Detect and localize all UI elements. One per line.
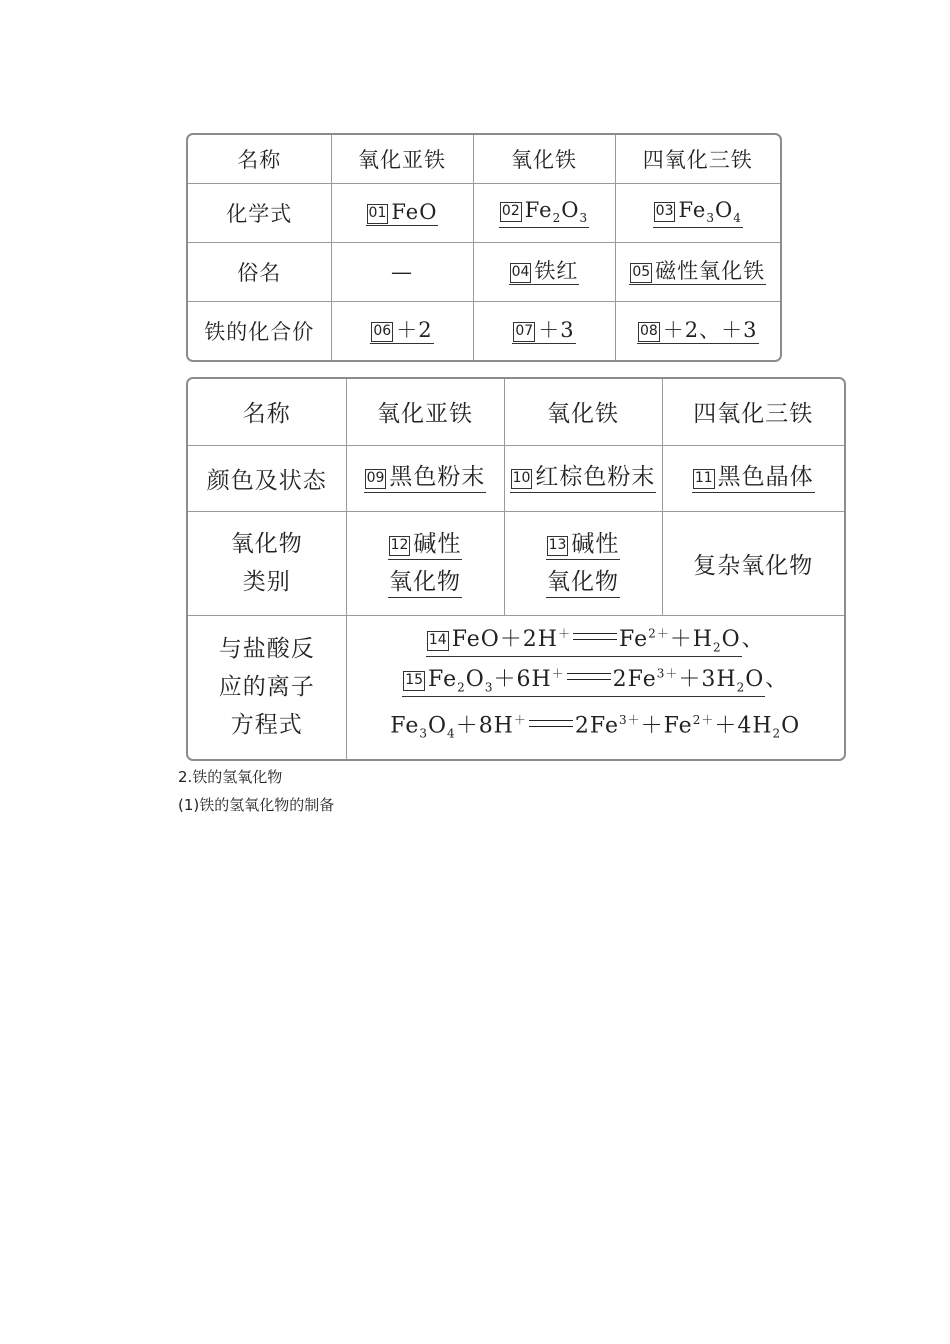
header-fe3o4: 四氧化三铁 <box>662 379 844 445</box>
header-name: 名称 <box>188 135 331 183</box>
class-label: 氧化物 类别 <box>188 511 346 615</box>
answer-number: 15 <box>403 671 425 691</box>
equation-fe2o3: 15 $Fe_2O_3+6H^+$ $2Fe^{3+}+3H_2O$、 <box>347 660 845 700</box>
valence-feo: 06 ＋2 <box>331 301 473 360</box>
answer-number: 03 <box>654 202 676 222</box>
formula-feo: 01 FeO <box>331 183 473 242</box>
iron-oxides-table-1 <box>186 133 782 362</box>
valence-label: 铁的化合价 <box>188 301 331 360</box>
answer-number: 04 <box>510 263 532 283</box>
class-fe2o3: 13 碱性 氧化物 <box>504 511 662 615</box>
common-name-fe3o4: 05 磁性氧化铁 <box>615 242 780 301</box>
header-fe3o4: 四氧化三铁 <box>615 135 780 183</box>
color-fe3o4: 11 黑色晶体 <box>662 445 844 511</box>
subsection-heading: (1)铁的氢氧化物的制备 <box>178 796 335 814</box>
header-fe2o3: 氧化铁 <box>473 135 615 183</box>
equals-sign <box>567 673 611 680</box>
equals-sign <box>573 633 617 640</box>
answer-number: 13 <box>547 536 569 556</box>
equals-sign <box>529 720 573 727</box>
reaction-equations <box>346 615 844 759</box>
valence-fe2o3: 07 ＋3 <box>473 301 615 360</box>
common-name-fe2o3: 04 铁红 <box>473 242 615 301</box>
reaction-label: 与盐酸反 应的离子 方程式 <box>188 615 346 759</box>
answer-number: 07 <box>513 322 535 342</box>
valence-fe3o4: 08 ＋2、＋3 <box>615 301 780 360</box>
equation-fe3o4: $Fe_3O_4+8H^+$ $2Fe^{3+}+Fe^{2+}+4H_2O$ <box>390 713 801 742</box>
answer-number: 12 <box>389 536 411 556</box>
answer-number: 01 <box>367 204 389 224</box>
equation-feo: 14 FeO＋2H＋ $Fe^{2+}+H_2O$、 <box>347 620 845 660</box>
iron-oxides-table-2 <box>186 377 846 761</box>
answer-number: 14 <box>427 631 449 651</box>
color-fe2o3: 10 红棕色粉末 <box>504 445 662 511</box>
color-label: 颜色及状态 <box>188 445 346 511</box>
answer-number: 10 <box>511 469 533 489</box>
section-heading: 2.铁的氢氧化物 <box>178 768 283 786</box>
common-name-feo: — <box>331 242 473 301</box>
formula-fe3o4: 03 $Fe_3O_4$ <box>615 183 780 242</box>
answer-number: 02 <box>500 202 522 222</box>
header-name: 名称 <box>188 379 346 445</box>
class-fe3o4: 复杂氧化物 <box>662 511 844 615</box>
answer-number: 11 <box>693 469 715 489</box>
answer-number: 08 <box>638 322 660 342</box>
answer-number: 06 <box>371 322 393 342</box>
answer-number: 05 <box>630 263 652 283</box>
formula-label: 化学式 <box>188 183 331 242</box>
header-feo: 氧化亚铁 <box>346 379 504 445</box>
header-feo: 氧化亚铁 <box>331 135 473 183</box>
header-fe2o3: 氧化铁 <box>504 379 662 445</box>
common-name-label: 俗名 <box>188 242 331 301</box>
class-feo: 12 碱性 氧化物 <box>346 511 504 615</box>
formula-fe2o3: 02 $Fe_2O_3$ <box>473 183 615 242</box>
answer-number: 09 <box>365 469 387 489</box>
color-feo: 09 黑色粉末 <box>346 445 504 511</box>
